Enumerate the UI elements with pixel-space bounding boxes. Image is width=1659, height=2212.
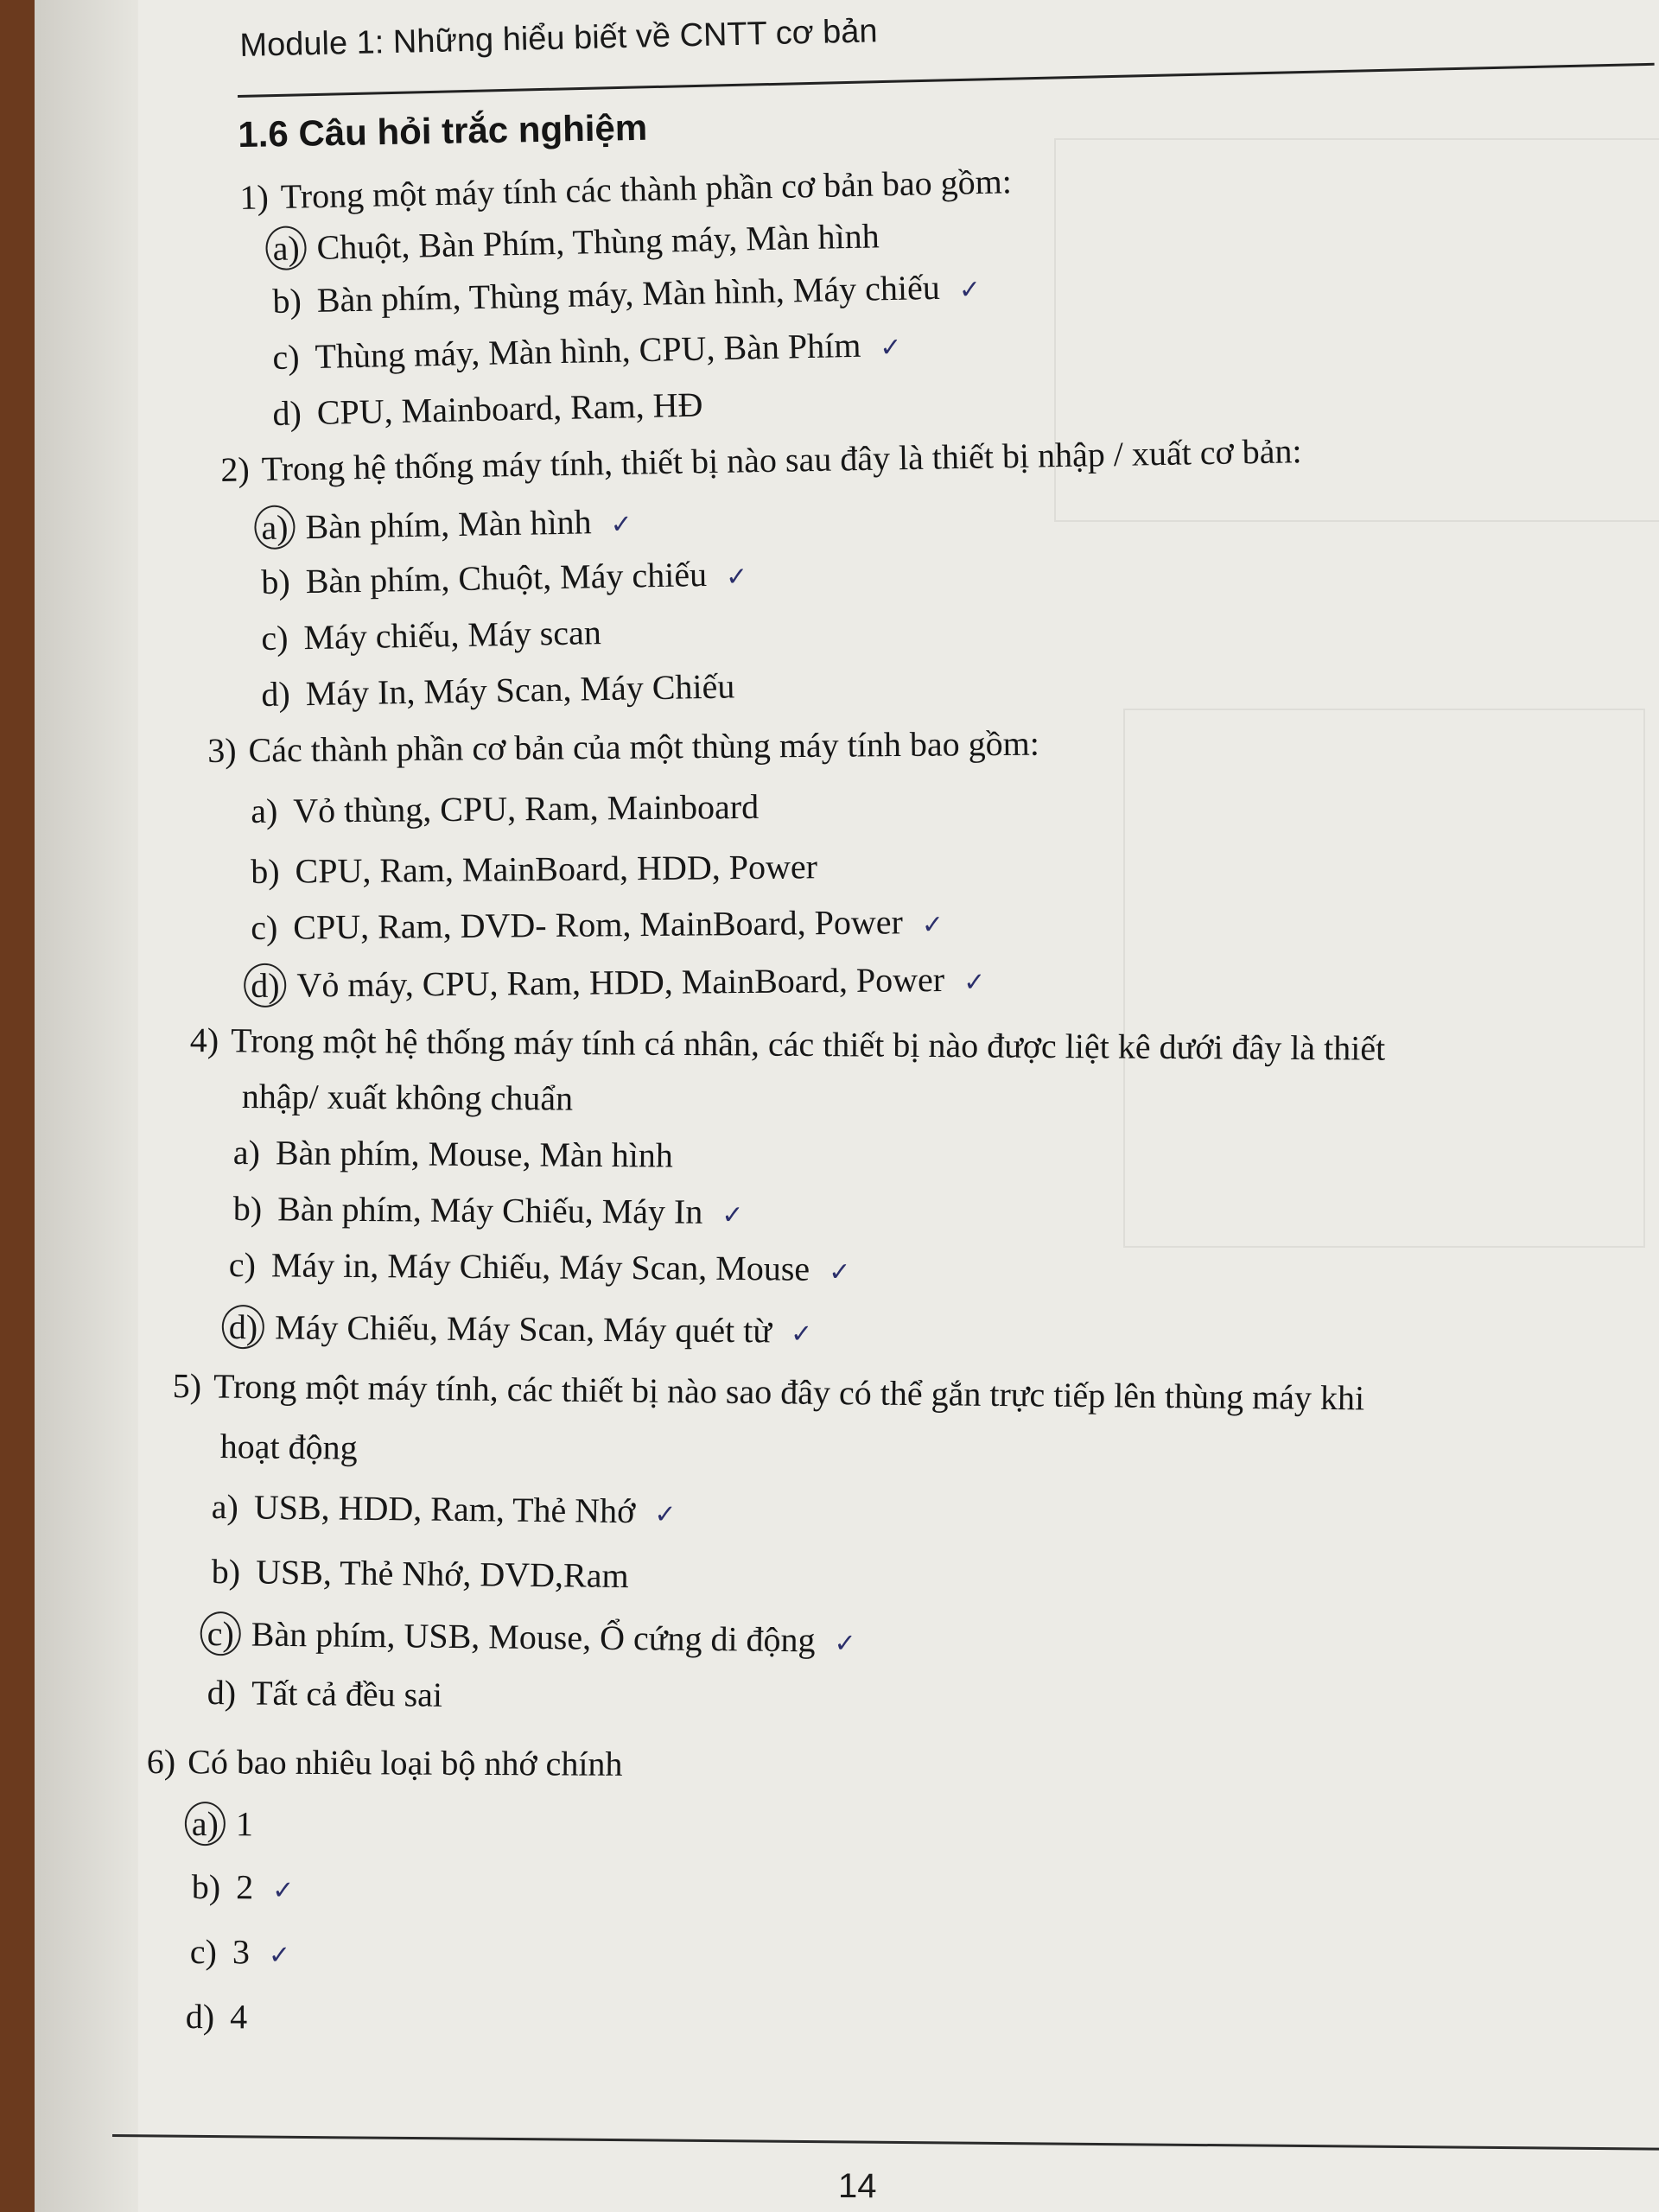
- option-2-b: [261, 553, 748, 602]
- option-text: CPU, Ram, MainBoard, HDD, Power: [295, 847, 818, 891]
- book-page: [35, 0, 1659, 2212]
- handwritten-tick-icon: ✓: [654, 1499, 677, 1530]
- option-letter: d): [185, 1997, 215, 2037]
- module-header: Module 1: Những hiểu biết về CNTT cơ bản: [239, 13, 879, 64]
- option-6-a: [192, 1802, 253, 1846]
- question-text: Có bao nhiêu loại bộ nhớ chính: [188, 1742, 623, 1783]
- option-text: 4: [230, 1997, 248, 2037]
- option-text: Máy chiếu, Máy scan: [303, 613, 602, 658]
- circled-answer-letter: a): [265, 226, 307, 270]
- option-3-b: [251, 846, 817, 892]
- option-text: USB, Thẻ Nhớ, DVD,Ram: [255, 1552, 629, 1596]
- section-title: 1.6 Câu hỏi trắc nghiệm: [238, 106, 648, 155]
- option-letter: c): [272, 337, 301, 377]
- option-text: USB, HDD, Ram, Thẻ Nhớ: [253, 1487, 636, 1531]
- handwritten-tick-icon: ✓: [790, 1319, 813, 1350]
- option-text: Bàn phím, USB, Mouse, Ổ cứng di động: [251, 1614, 816, 1660]
- option-letter: c): [261, 618, 289, 658]
- option-letter: c): [228, 1245, 257, 1285]
- option-letter: c): [251, 907, 278, 947]
- handwritten-tick-icon: ✓: [610, 509, 633, 540]
- question-4-continuation: nhập/ xuất không chuẩn: [241, 1077, 574, 1118]
- background-desk-illustration: [1123, 709, 1645, 1248]
- option-text: CPU, Mainboard, Ram, HĐ: [316, 385, 703, 432]
- option-text: 2: [236, 1867, 254, 1907]
- option-5-a: [212, 1486, 677, 1532]
- option-text: Vỏ máy, CPU, Ram, HDD, MainBoard, Power: [296, 959, 945, 1005]
- option-letter: b): [211, 1552, 241, 1592]
- option-letter: b): [232, 1189, 263, 1229]
- option-letter: b): [191, 1867, 221, 1907]
- option-6-d: [186, 1996, 248, 2037]
- handwritten-tick-icon: ✓: [958, 274, 982, 306]
- option-5-d: [207, 1672, 443, 1715]
- handwritten-tick-icon: ✓: [721, 1199, 744, 1231]
- option-text: Vỏ thùng, CPU, Ram, Mainboard: [293, 786, 760, 830]
- option-1-c: [272, 324, 902, 378]
- circled-answer-letter: a): [185, 1802, 226, 1846]
- option-text: 3: [232, 1932, 251, 1972]
- footer-rule: [112, 2134, 1659, 2151]
- option-text: Tất cả đều sai: [251, 1673, 443, 1714]
- question-text: Trong một máy tính, các thiết bị nào sao đây có thể gắn trực tiếp lên thùng máy khi: [213, 1366, 1365, 1418]
- page-number: 14: [838, 2167, 877, 2205]
- question-number: 3): [207, 730, 237, 770]
- option-5-b: [212, 1551, 629, 1596]
- option-text: Bàn phím, Màn hình: [305, 502, 592, 547]
- option-2-d: [261, 665, 735, 715]
- handwritten-tick-icon: ✓: [921, 910, 944, 941]
- option-text: Bàn phím, Thùng máy, Màn hình, Máy chiếu: [316, 267, 941, 320]
- handwritten-tick-icon: ✓: [834, 1628, 856, 1659]
- option-text: Thùng máy, Màn hình, CPU, Bàn Phím: [315, 325, 861, 376]
- question-3: [207, 723, 1039, 771]
- option-4-d: [229, 1305, 813, 1353]
- option-text: Bàn phím, Máy Chiếu, Máy In: [277, 1189, 703, 1231]
- option-text: Chuột, Bàn Phím, Thùng máy, Màn hình: [316, 216, 880, 267]
- handwritten-tick-icon: ✓: [879, 332, 902, 364]
- header-rule: [238, 63, 1655, 98]
- option-letter: b): [272, 281, 302, 321]
- option-letter: a): [232, 1133, 261, 1173]
- option-letter: a): [211, 1487, 239, 1527]
- question-5: [173, 1365, 1365, 1418]
- question-number: 5): [172, 1366, 202, 1406]
- question-5-continuation: hoạt động: [219, 1427, 358, 1467]
- circled-answer-letter: d): [244, 963, 287, 1007]
- option-5-c: [207, 1611, 856, 1662]
- option-letter: b): [251, 851, 280, 891]
- option-text: Máy Chiếu, Máy Scan, Máy quét từ: [274, 1307, 772, 1351]
- handwritten-tick-icon: ✓: [963, 967, 986, 998]
- option-4-c: [229, 1244, 851, 1289]
- option-3-c: [251, 901, 944, 948]
- question-text: Trong một máy tính các thành phần cơ bản bao gồm:: [280, 162, 1013, 216]
- option-letter: d): [272, 393, 302, 433]
- option-6-c: [190, 1931, 290, 1973]
- option-6-b: [192, 1866, 295, 1908]
- question-text: Các thành phần cơ bản của một thùng máy tính bao gồm:: [248, 723, 1040, 770]
- circled-answer-letter: c): [200, 1611, 241, 1656]
- option-3-d: [251, 957, 985, 1007]
- option-text: 1: [235, 1804, 254, 1844]
- option-1-d: [272, 385, 703, 434]
- question-number: 2): [220, 449, 251, 489]
- handwritten-tick-icon: ✓: [268, 1940, 291, 1971]
- option-3-a: [251, 786, 759, 831]
- circled-answer-letter: d): [222, 1305, 265, 1349]
- option-4-a: [233, 1132, 673, 1176]
- question-number: 1): [239, 177, 270, 217]
- handwritten-tick-icon: ✓: [829, 1256, 851, 1288]
- option-1-b: [272, 266, 981, 321]
- question-4: [190, 1020, 1386, 1069]
- option-text: Máy In, Máy Scan, Máy Chiếu: [305, 666, 735, 714]
- question-number: 4): [189, 1020, 219, 1060]
- option-2-c: [261, 612, 601, 658]
- option-letter: d): [207, 1673, 237, 1713]
- option-1-a: [272, 213, 880, 270]
- question-number: 6): [146, 1742, 176, 1782]
- option-2-a: [261, 499, 632, 550]
- circled-answer-letter: a): [254, 505, 296, 550]
- option-letter: a): [251, 791, 278, 830]
- handwritten-tick-icon: ✓: [725, 562, 748, 593]
- question-1: [239, 161, 1012, 218]
- option-letter: c): [189, 1932, 218, 1972]
- option-text: Bàn phím, Chuột, Máy chiếu: [305, 554, 708, 601]
- question-6: [147, 1741, 623, 1784]
- option-text: Máy in, Máy Chiếu, Máy Scan, Mouse: [270, 1245, 810, 1288]
- option-4-b: [233, 1188, 744, 1232]
- question-text: Trong hệ thống máy tính, thiết bị nào sau đây là thiết bị nhập / xuất cơ bản:: [261, 431, 1302, 489]
- option-letter: d): [261, 674, 291, 714]
- handwritten-tick-icon: ✓: [272, 1875, 295, 1906]
- option-letter: b): [261, 562, 291, 601]
- option-text: Bàn phím, Mouse, Màn hình: [275, 1133, 674, 1175]
- page-shadow-edge: [35, 0, 138, 2212]
- question-text: Trong một hệ thống máy tính cá nhân, các thiết bị nào được liệt kê dưới đây là thiết: [231, 1020, 1386, 1068]
- option-text: CPU, Ram, DVD- Rom, MainBoard, Power: [293, 902, 903, 947]
